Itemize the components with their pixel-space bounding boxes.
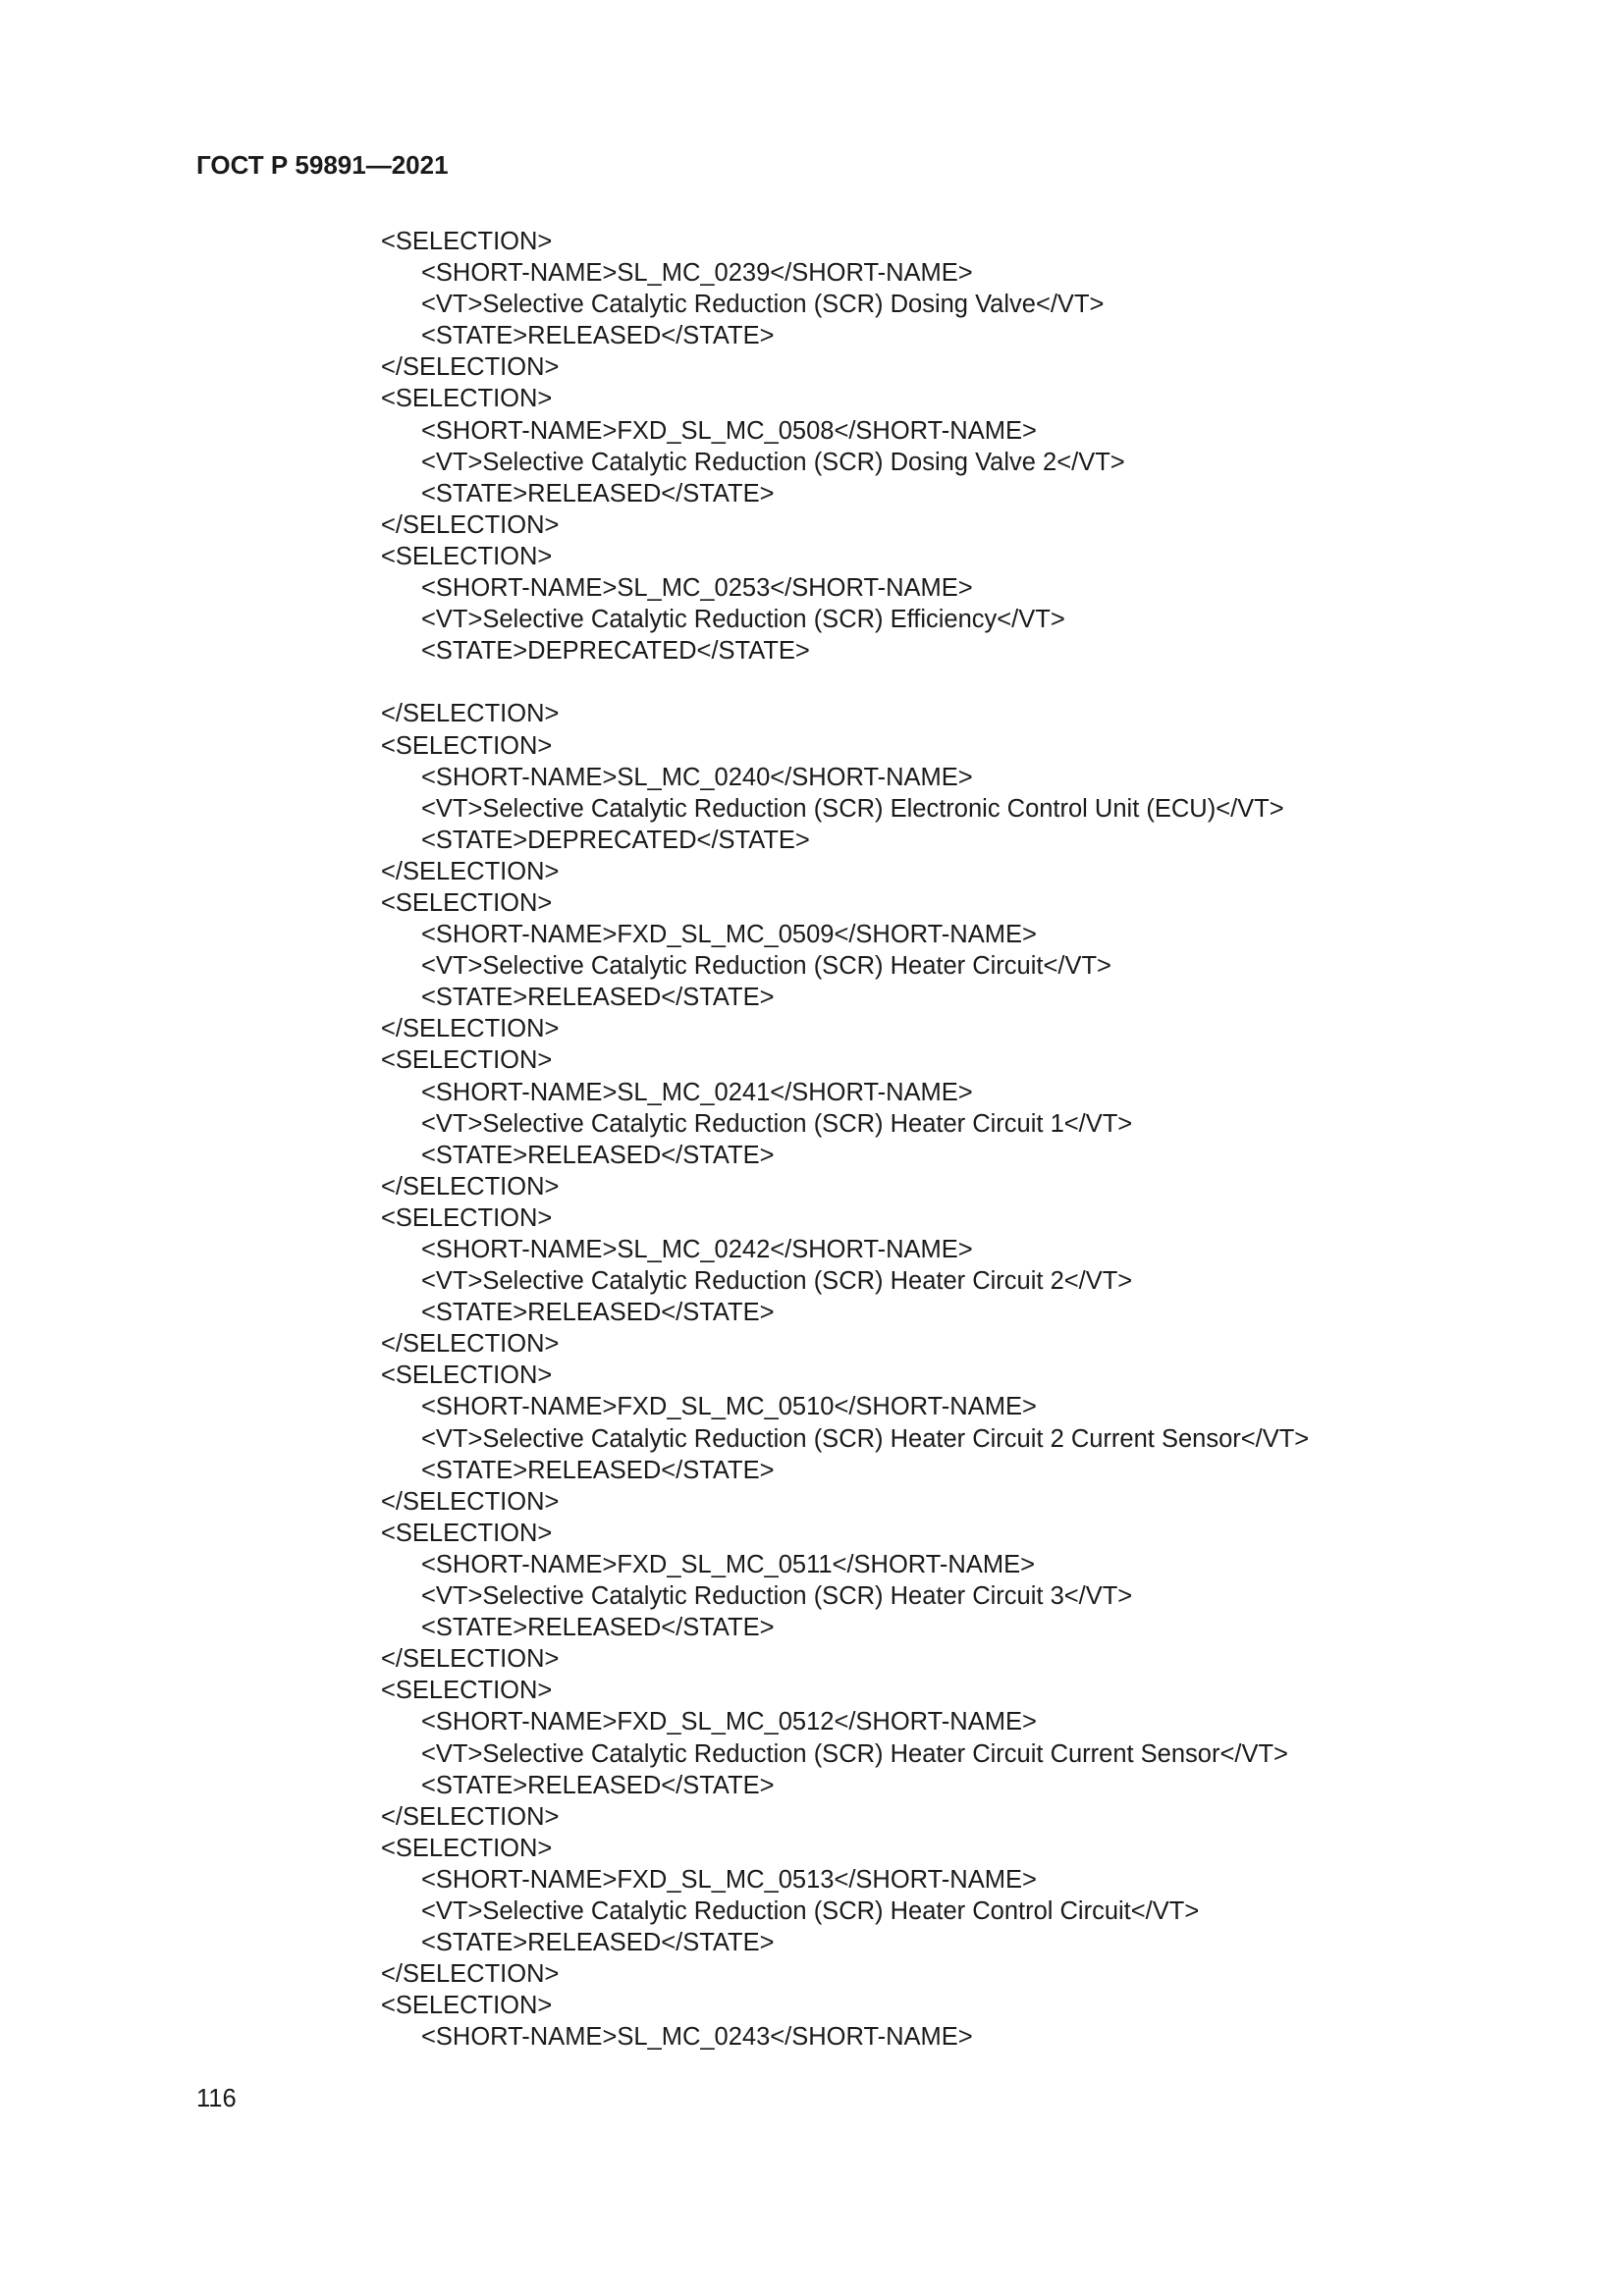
code-line: <VT>Selective Catalytic Reduction (SCR) Heater Circuit 1</VT> (421, 1109, 1133, 1138)
page-number: 116 (196, 2085, 237, 2112)
code-line: </SELECTION> (381, 1960, 560, 1989)
code-line: <VT>Selective Catalytic Reduction (SCR) Heater Circuit 3</VT> (421, 1582, 1133, 1611)
code-line: <SELECTION> (381, 1677, 553, 1705)
xml-code-block (381, 226, 1309, 2053)
code-line: </SELECTION> (381, 1802, 560, 1831)
code-line: <SHORT-NAME>FXD_SL_MC_0512</SHORT-NAME> (421, 1708, 1037, 1736)
code-line: <STATE>RELEASED</STATE> (421, 479, 775, 507)
code-line: <SHORT-NAME>FXD_SL_MC_0509</SHORT-NAME> (421, 921, 1037, 949)
code-line: <STATE>RELEASED</STATE> (421, 1614, 775, 1642)
code-line: <SHORT-NAME>SL_MC_0239</SHORT-NAME> (421, 259, 973, 288)
code-line: <VT>Selective Catalytic Reduction (SCR) Dosing Valve</VT> (421, 291, 1105, 319)
code-line: </SELECTION> (381, 353, 560, 382)
code-line: <SELECTION> (381, 228, 553, 255)
code-line: <SELECTION> (381, 1046, 553, 1075)
code-line: <SELECTION> (381, 1362, 553, 1390)
code-line: <SHORT-NAME>SL_MC_0242</SHORT-NAME> (421, 1236, 973, 1263)
code-line: <VT>Selective Catalytic Reduction (SCR) Heater Circuit Current Sensor</VT> (421, 1739, 1288, 1768)
code-line: <SELECTION> (381, 542, 553, 570)
code-line: <STATE>DEPRECATED</STATE> (421, 637, 810, 666)
code-line: <STATE>RELEASED</STATE> (421, 1141, 775, 1169)
code-line: <VT>Selective Catalytic Reduction (SCR) Heater Circuit 2 Current Sensor</VT> (421, 1424, 1310, 1453)
code-line: <STATE>RELEASED</STATE> (421, 322, 775, 350)
code-line: <VT>Selective Catalytic Reduction (SCR) Heater Circuit 2</VT> (421, 1267, 1133, 1296)
code-line: <SHORT-NAME>SL_MC_0243</SHORT-NAME> (421, 2023, 973, 2052)
code-line: <STATE>RELEASED</STATE> (421, 1771, 775, 1799)
code-line: <SELECTION> (381, 888, 553, 917)
code-line: <SELECTION> (381, 385, 553, 413)
code-line: <SHORT-NAME>FXD_SL_MC_0513</SHORT-NAME> (421, 1865, 1037, 1894)
code-line: <SHORT-NAME>FXD_SL_MC_0510</SHORT-NAME> (421, 1393, 1037, 1421)
code-line: <STATE>RELEASED</STATE> (421, 984, 775, 1012)
code-line: <VT>Selective Catalytic Reduction (SCR) Heater Control Circuit</VT> (421, 1896, 1200, 1925)
document-header: ГОСТ Р 59891—2021 (196, 150, 449, 180)
code-line: </SELECTION> (381, 1330, 560, 1359)
code-line: <SELECTION> (381, 1203, 553, 1232)
code-line: </SELECTION> (381, 510, 560, 539)
code-line: </SELECTION> (381, 1015, 560, 1043)
code-line: <VT>Selective Catalytic Reduction (SCR) Efficiency</VT> (421, 606, 1065, 634)
code-line: </SELECTION> (381, 1645, 560, 1674)
code-line: <VT>Selective Catalytic Reduction (SCR) Heater Circuit</VT> (421, 952, 1111, 981)
code-line: <STATE>RELEASED</STATE> (421, 1299, 775, 1327)
code-line: </SELECTION> (381, 700, 560, 728)
code-line: <VT>Selective Catalytic Reduction (SCR) Dosing Valve 2</VT> (421, 448, 1125, 476)
code-line: <VT>Selective Catalytic Reduction (SCR) Electronic Control Unit (ECU)</VT> (421, 794, 1284, 823)
code-line: <SHORT-NAME>FXD_SL_MC_0511</SHORT-NAME> (421, 1550, 1035, 1578)
code-line: <SHORT-NAME>SL_MC_0241</SHORT-NAME> (421, 1078, 973, 1106)
code-line: </SELECTION> (381, 1172, 560, 1201)
code-line: <SHORT-NAME>SL_MC_0240</SHORT-NAME> (421, 763, 973, 791)
code-line: <STATE>RELEASED</STATE> (421, 1929, 775, 1957)
code-line: <SHORT-NAME>FXD_SL_MC_0508</SHORT-NAME> (421, 416, 1037, 445)
code-line: </SELECTION> (381, 1487, 560, 1516)
code-line: <SELECTION> (381, 731, 553, 760)
code-line: <STATE>DEPRECATED</STATE> (421, 826, 810, 854)
code-line: <SHORT-NAME>SL_MC_0253</SHORT-NAME> (421, 574, 973, 603)
code-line: <SELECTION> (381, 1519, 553, 1547)
code-line (381, 667, 1309, 698)
code-line: <SELECTION> (381, 1992, 553, 2020)
code-line: </SELECTION> (381, 857, 560, 885)
code-line: <STATE>RELEASED</STATE> (421, 1456, 775, 1484)
code-line: <SELECTION> (381, 1834, 553, 1862)
